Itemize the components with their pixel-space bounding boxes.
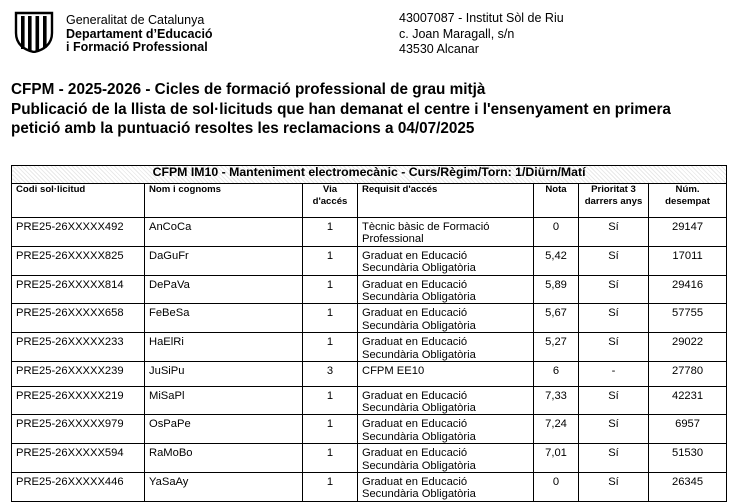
- cell-desempat: 51530: [649, 444, 727, 473]
- column-header-nom: Nom i cognoms: [145, 184, 303, 218]
- cell-nota: 6: [534, 362, 579, 387]
- table-row: [12, 415, 727, 444]
- cell-via: 1: [303, 444, 358, 473]
- table-row: [12, 218, 727, 247]
- cell-prioritat: Sí: [579, 444, 649, 473]
- cell-desempat: 6957: [649, 415, 727, 444]
- requisit-line: Graduat en Educació: [362, 278, 468, 291]
- table-row: [12, 304, 727, 333]
- cell-nom: DaGuFr: [145, 246, 303, 275]
- cell-codi: PRE25-26XXXXX492: [12, 218, 145, 247]
- requisit-line: Secundària Obligatòria: [362, 319, 476, 332]
- requisit-line: Graduat en Educació: [362, 418, 468, 431]
- requisit-line: Secundària Obligatòria: [362, 348, 476, 361]
- cell-desempat: 42231: [649, 386, 727, 415]
- cell-nom: MiSaPl: [145, 386, 303, 415]
- cell-nota: 5,67: [534, 304, 579, 333]
- cell-nota: 7,33: [534, 386, 579, 415]
- table-row: [12, 246, 727, 275]
- cell-nota: 5,27: [534, 333, 579, 362]
- cell-requisit: [358, 444, 534, 473]
- cell-nom: RaMoBo: [145, 444, 303, 473]
- column-header-desempat: Núm. desempat: [649, 184, 727, 218]
- cell-desempat: 29416: [649, 275, 727, 304]
- requisit-line: Graduat en Educació: [362, 307, 468, 320]
- cell-requisit: [358, 386, 534, 415]
- cell-prioritat: Sí: [579, 304, 649, 333]
- cell-prioritat: Sí: [579, 246, 649, 275]
- cell-nom: JuSiPu: [145, 362, 303, 387]
- cell-requisit: [358, 362, 534, 387]
- cell-requisit: [358, 333, 534, 362]
- cell-prioritat: Sí: [579, 333, 649, 362]
- address-line-3: 43530 Alcanar: [399, 42, 479, 56]
- cell-prioritat: -: [579, 362, 649, 387]
- cell-nota: 0: [534, 218, 579, 247]
- requisit-line: Tècnic bàsic de Formació: [362, 221, 490, 233]
- cell-via: 1: [303, 246, 358, 275]
- page-title: [11, 80, 726, 139]
- cell-nom: OsPaPe: [145, 415, 303, 444]
- cell-nom: YaSaAy: [145, 473, 303, 502]
- cell-nota: 7,24: [534, 415, 579, 444]
- cell-requisit: [358, 415, 534, 444]
- cell-codi: PRE25-26XXXXX233: [12, 333, 145, 362]
- org-line-3: i Formació Professional: [66, 40, 208, 54]
- cell-codi: PRE25-26XXXXX814: [12, 275, 145, 304]
- requisit-line: Graduat en Educació: [362, 389, 468, 402]
- column-header-nota: Nota: [534, 184, 579, 218]
- cell-nom: HaElRi: [145, 333, 303, 362]
- title-line-2: Publicació de la llista de sol·licituds que han demanat el centre i l'ensenyament en primera: [11, 100, 671, 118]
- requisit-line: Secundària Obligatòria: [362, 291, 476, 304]
- cell-nom: DePaVa: [145, 275, 303, 304]
- cell-nota: 7,01: [534, 444, 579, 473]
- cell-via: 1: [303, 333, 358, 362]
- cell-via: 1: [303, 275, 358, 304]
- cell-via: 1: [303, 218, 358, 247]
- requisit-line: Secundària Obligatòria: [362, 401, 476, 414]
- cell-desempat: 29022: [649, 333, 727, 362]
- generalitat-logo-icon: [14, 11, 54, 53]
- cell-requisit: [358, 304, 534, 333]
- cell-codi: PRE25-26XXXXX594: [12, 444, 145, 473]
- organization-name: [66, 14, 213, 55]
- org-line-2: Departament d’Educació: [66, 26, 213, 41]
- cell-codi: PRE25-26XXXXX658: [12, 304, 145, 333]
- cell-nom: FeBeSa: [145, 304, 303, 333]
- cell-via: 3: [303, 362, 358, 387]
- cell-codi: PRE25-26XXXXX825: [12, 246, 145, 275]
- cell-nom: AnCoCa: [145, 218, 303, 247]
- address-line-2: c. Joan Maragall, s/n: [399, 26, 515, 41]
- cell-nota: 0: [534, 473, 579, 502]
- requisit-line: Graduat en Educació: [362, 447, 468, 460]
- column-header-via: Via d'accés: [303, 184, 358, 218]
- cell-via: 1: [303, 473, 358, 502]
- column-header-codi: Codi sol·licitud: [12, 184, 145, 218]
- cell-requisit: [358, 246, 534, 275]
- table-row: [12, 362, 727, 387]
- requisit-line: CFPM EE10: [362, 365, 425, 378]
- cell-requisit: [358, 218, 534, 247]
- cell-requisit: [358, 473, 534, 502]
- cell-codi: PRE25-26XXXXX979: [12, 415, 145, 444]
- column-header-requisit: Requisit d'accés: [358, 184, 534, 218]
- cell-requisit: [358, 275, 534, 304]
- requisit-line: Graduat en Educació: [362, 249, 468, 262]
- requisit-line: Secundària Obligatòria: [362, 488, 476, 501]
- cell-codi: PRE25-26XXXXX446: [12, 473, 145, 502]
- table-row: [12, 444, 727, 473]
- title-line-1: CFPM - 2025-2026 - Cicles de formació professional de grau mitjà: [11, 81, 486, 98]
- cell-via: 1: [303, 386, 358, 415]
- table-row: [12, 275, 727, 304]
- applications-table: [11, 165, 727, 502]
- cell-nota: 5,89: [534, 275, 579, 304]
- table-row: [12, 386, 727, 415]
- table-title: CFPM IM10 - Manteniment electromecànic - Curs/Règim/Torn: 1/Diürn/Matí: [12, 166, 727, 184]
- cell-prioritat: Sí: [579, 473, 649, 502]
- cell-nota: 5,42: [534, 246, 579, 275]
- table-header-row: [12, 184, 727, 218]
- requisit-line: Graduat en Educació: [362, 476, 468, 488]
- cell-desempat: 29147: [649, 218, 727, 247]
- cell-desempat: 17011: [649, 246, 727, 275]
- title-line-3: petició amb la puntuació resoltes les reclamacions a 04/07/2025: [11, 120, 475, 138]
- address-line-1: 43007087 - Institut Sòl de Riu: [399, 11, 564, 25]
- cell-desempat: 57755: [649, 304, 727, 333]
- cell-desempat: 26345: [649, 473, 727, 502]
- column-header-prioritat: Prioritat 3 darrers anys: [579, 184, 649, 218]
- cell-prioritat: Sí: [579, 275, 649, 304]
- table-row: [12, 473, 727, 502]
- cell-codi: PRE25-26XXXXX219: [12, 386, 145, 415]
- center-address: [399, 11, 564, 58]
- requisit-line: Secundària Obligatòria: [362, 430, 476, 443]
- cell-prioritat: Sí: [579, 415, 649, 444]
- cell-prioritat: Sí: [579, 218, 649, 247]
- cell-via: 1: [303, 304, 358, 333]
- cell-prioritat: Sí: [579, 386, 649, 415]
- cell-codi: PRE25-26XXXXX239: [12, 362, 145, 387]
- table-row: [12, 333, 727, 362]
- requisit-line: Secundària Obligatòria: [362, 262, 476, 275]
- requisit-line: Graduat en Educació: [362, 336, 468, 349]
- requisit-line: Secundària Obligatòria: [362, 459, 476, 472]
- cell-desempat: 27780: [649, 362, 727, 387]
- requisit-line: Professional: [362, 233, 424, 246]
- cell-via: 1: [303, 415, 358, 444]
- org-line-1: Generalitat de Catalunya: [66, 13, 205, 27]
